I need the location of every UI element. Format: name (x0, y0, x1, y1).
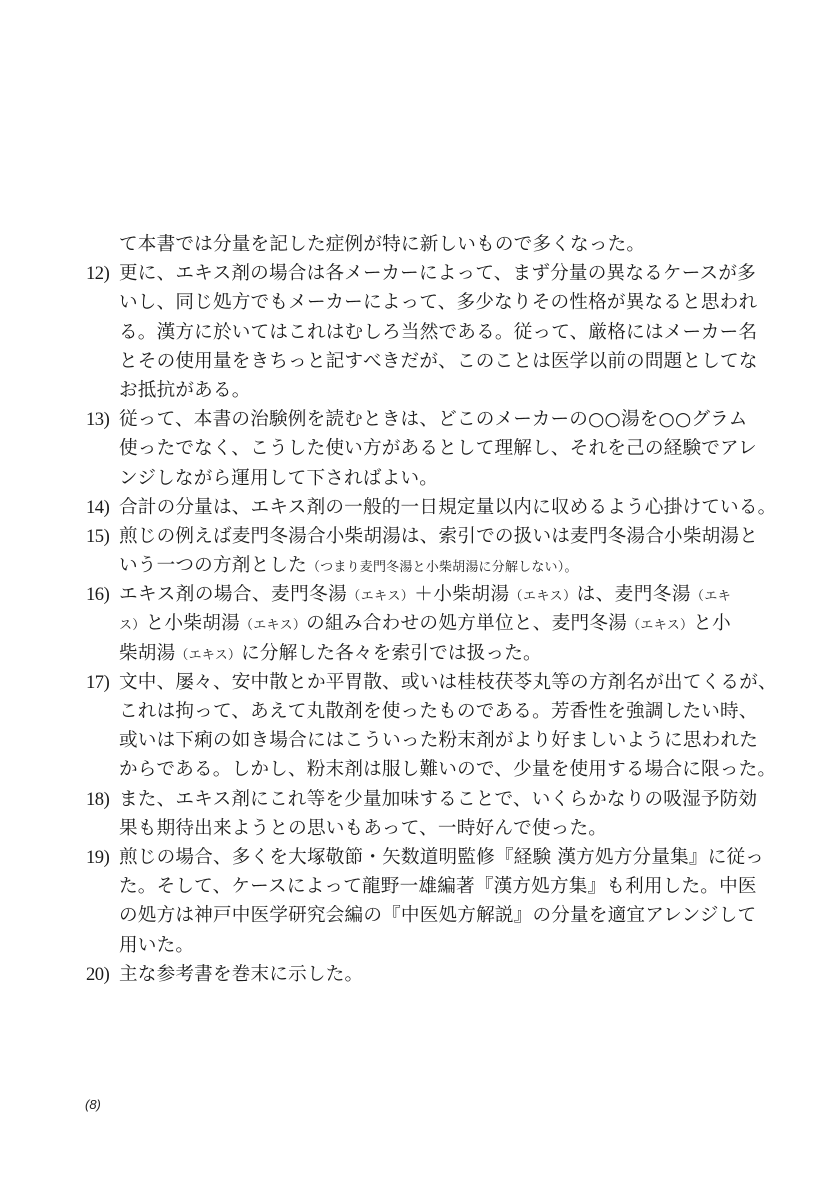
line-text: て本書では分量を記した症例が特に新しいもので多くなった。 (119, 234, 646, 255)
line-text: 煎じの場合、多くを大塚敬節・矢数道明監修『経験 漢方処方分量集』に従っ (119, 846, 765, 868)
text-segment: と小 (693, 613, 731, 635)
text-line (86, 434, 757, 463)
item-number: 19) (86, 846, 110, 868)
list-item-13 (86, 405, 748, 434)
text-line (86, 551, 734, 580)
line-text (119, 639, 731, 670)
line-text: 文中、屡々、安中散とか平胃散、或いは桂枝茯苓丸等の方剤名が出てくるが、 (119, 671, 777, 693)
line-text: 使ったでなく、こうした使い方があるとして理解し、それを己の経験でアレ (119, 438, 757, 460)
line-text: 用いた。 (119, 934, 195, 956)
list-item-19 (86, 843, 765, 872)
line-text (119, 609, 731, 640)
item-number: 17) (86, 671, 110, 693)
line-text: また、エキス剤にこれ等を少量加味することで、いくらかなりの吸湿予防効 (119, 788, 758, 810)
list-item-15 (86, 522, 758, 551)
line-text: 従って、本書の治験例を読むときは、どこのメーカーの○○湯を○○グラム (119, 409, 748, 431)
text-line (86, 318, 758, 347)
text-segment: の組み合わせの処方単位と、麦門冬湯 (306, 613, 628, 635)
notes-list (86, 230, 777, 989)
line-text: とその使用量をきちっと記すべきだが、このことは医学以前の問題としてな (119, 350, 758, 372)
item-number: 18) (86, 788, 110, 810)
text-segment: に分解した各々を索引では扱った。 (241, 642, 542, 664)
line-text (119, 551, 731, 582)
text-line (86, 814, 734, 843)
item-number: 13) (86, 409, 110, 431)
text-line (86, 609, 734, 638)
text-line (86, 288, 758, 317)
page-number: (8) (85, 1097, 101, 1112)
extract-label: ス） (119, 618, 146, 634)
text-segment: 柴胡湯 (119, 642, 176, 664)
line-text: た。そして、ケースによって龍野一雄編著『漢方処方集』も利用した。中医 (119, 876, 757, 898)
text-line (86, 347, 758, 376)
item-number: 16) (86, 584, 110, 606)
line-text: 更に、エキス剤の場合は各メーカーによって、まず分量の異なるケースが多 (119, 263, 756, 285)
line-text: 合計の分量は、エキス剤の一般的一日規定量以内に収めるよう心掛けている。 (119, 496, 777, 518)
line-text-main: いう一つの方剤とした (119, 555, 307, 577)
line-text: る。漢方に於いてはこれはむしろ当然である。従って、厳格にはメーカー名 (119, 321, 758, 343)
text-line (86, 901, 757, 930)
list-item-14 (86, 493, 777, 522)
item-number: 14) (86, 496, 110, 518)
line-text: からである。しかし、粉末剤は服し難いので、少量を使用する場合に限った。 (119, 759, 777, 781)
extract-label: （エキス） (239, 618, 307, 634)
extract-label: （エキス） (627, 618, 694, 634)
list-item-20 (86, 960, 734, 989)
line-text: の処方は神戸中医学研究会編の『中医処方解説』の分量を適宜アレンジして (119, 905, 757, 927)
line-text: お抵抗がある。 (119, 379, 251, 401)
text-segment: ＋小柴胡湯 (414, 584, 510, 606)
list-item-12 (86, 259, 756, 288)
list-item-18 (86, 785, 758, 814)
text-line (86, 755, 777, 784)
line-text: 煎じの例えば麦門冬湯合小柴胡湯は、索引での扱いは麦門冬湯合小柴胡湯と (119, 525, 758, 547)
text-segment: エキス剤の場合、麦門冬湯 (119, 584, 348, 606)
item-number: 12) (86, 263, 110, 285)
line-text (119, 580, 731, 611)
text-line (86, 872, 757, 901)
text-line (86, 376, 734, 405)
text-line (86, 726, 758, 755)
list-item-16 (86, 580, 734, 609)
text-segment: は、麦門冬湯 (576, 584, 691, 606)
line-text: 果も期待出来ようとの思いもあって、一時好んで使った。 (119, 817, 608, 839)
line-text: ンジしながら運用して下さればよい。 (119, 467, 439, 489)
extract-label: （エキス） (509, 589, 577, 605)
text-line (86, 931, 734, 960)
text-segment: と小柴胡湯 (145, 613, 240, 635)
line-text: 或いは下痢の如き場合にはこういった粉末剤がより好ましいように思われた (119, 730, 758, 752)
extract-label: （エキス） (347, 589, 415, 605)
item-number: 15) (86, 525, 110, 547)
text-line (86, 697, 758, 726)
line-text: これは拘って、あえて丸散剤を使ったものである。芳香性を強調したい時、 (119, 701, 758, 722)
parenthetical-note: （つまり麦門冬湯と小柴胡湯に分解しない）。 (306, 560, 578, 576)
extract-label: （エキス） (175, 647, 242, 663)
list-item-17 (86, 668, 777, 697)
text-line (86, 464, 734, 493)
item-number: 20) (86, 963, 110, 985)
text-line (86, 230, 734, 259)
text-line (86, 639, 734, 668)
line-text: 主な参考書を巻末に示した。 (119, 963, 364, 985)
extract-label: （エキ (690, 589, 731, 605)
line-text: いし、同じ処方でもメーカーによって、多少なりその性格が異なると思われ (119, 292, 758, 314)
